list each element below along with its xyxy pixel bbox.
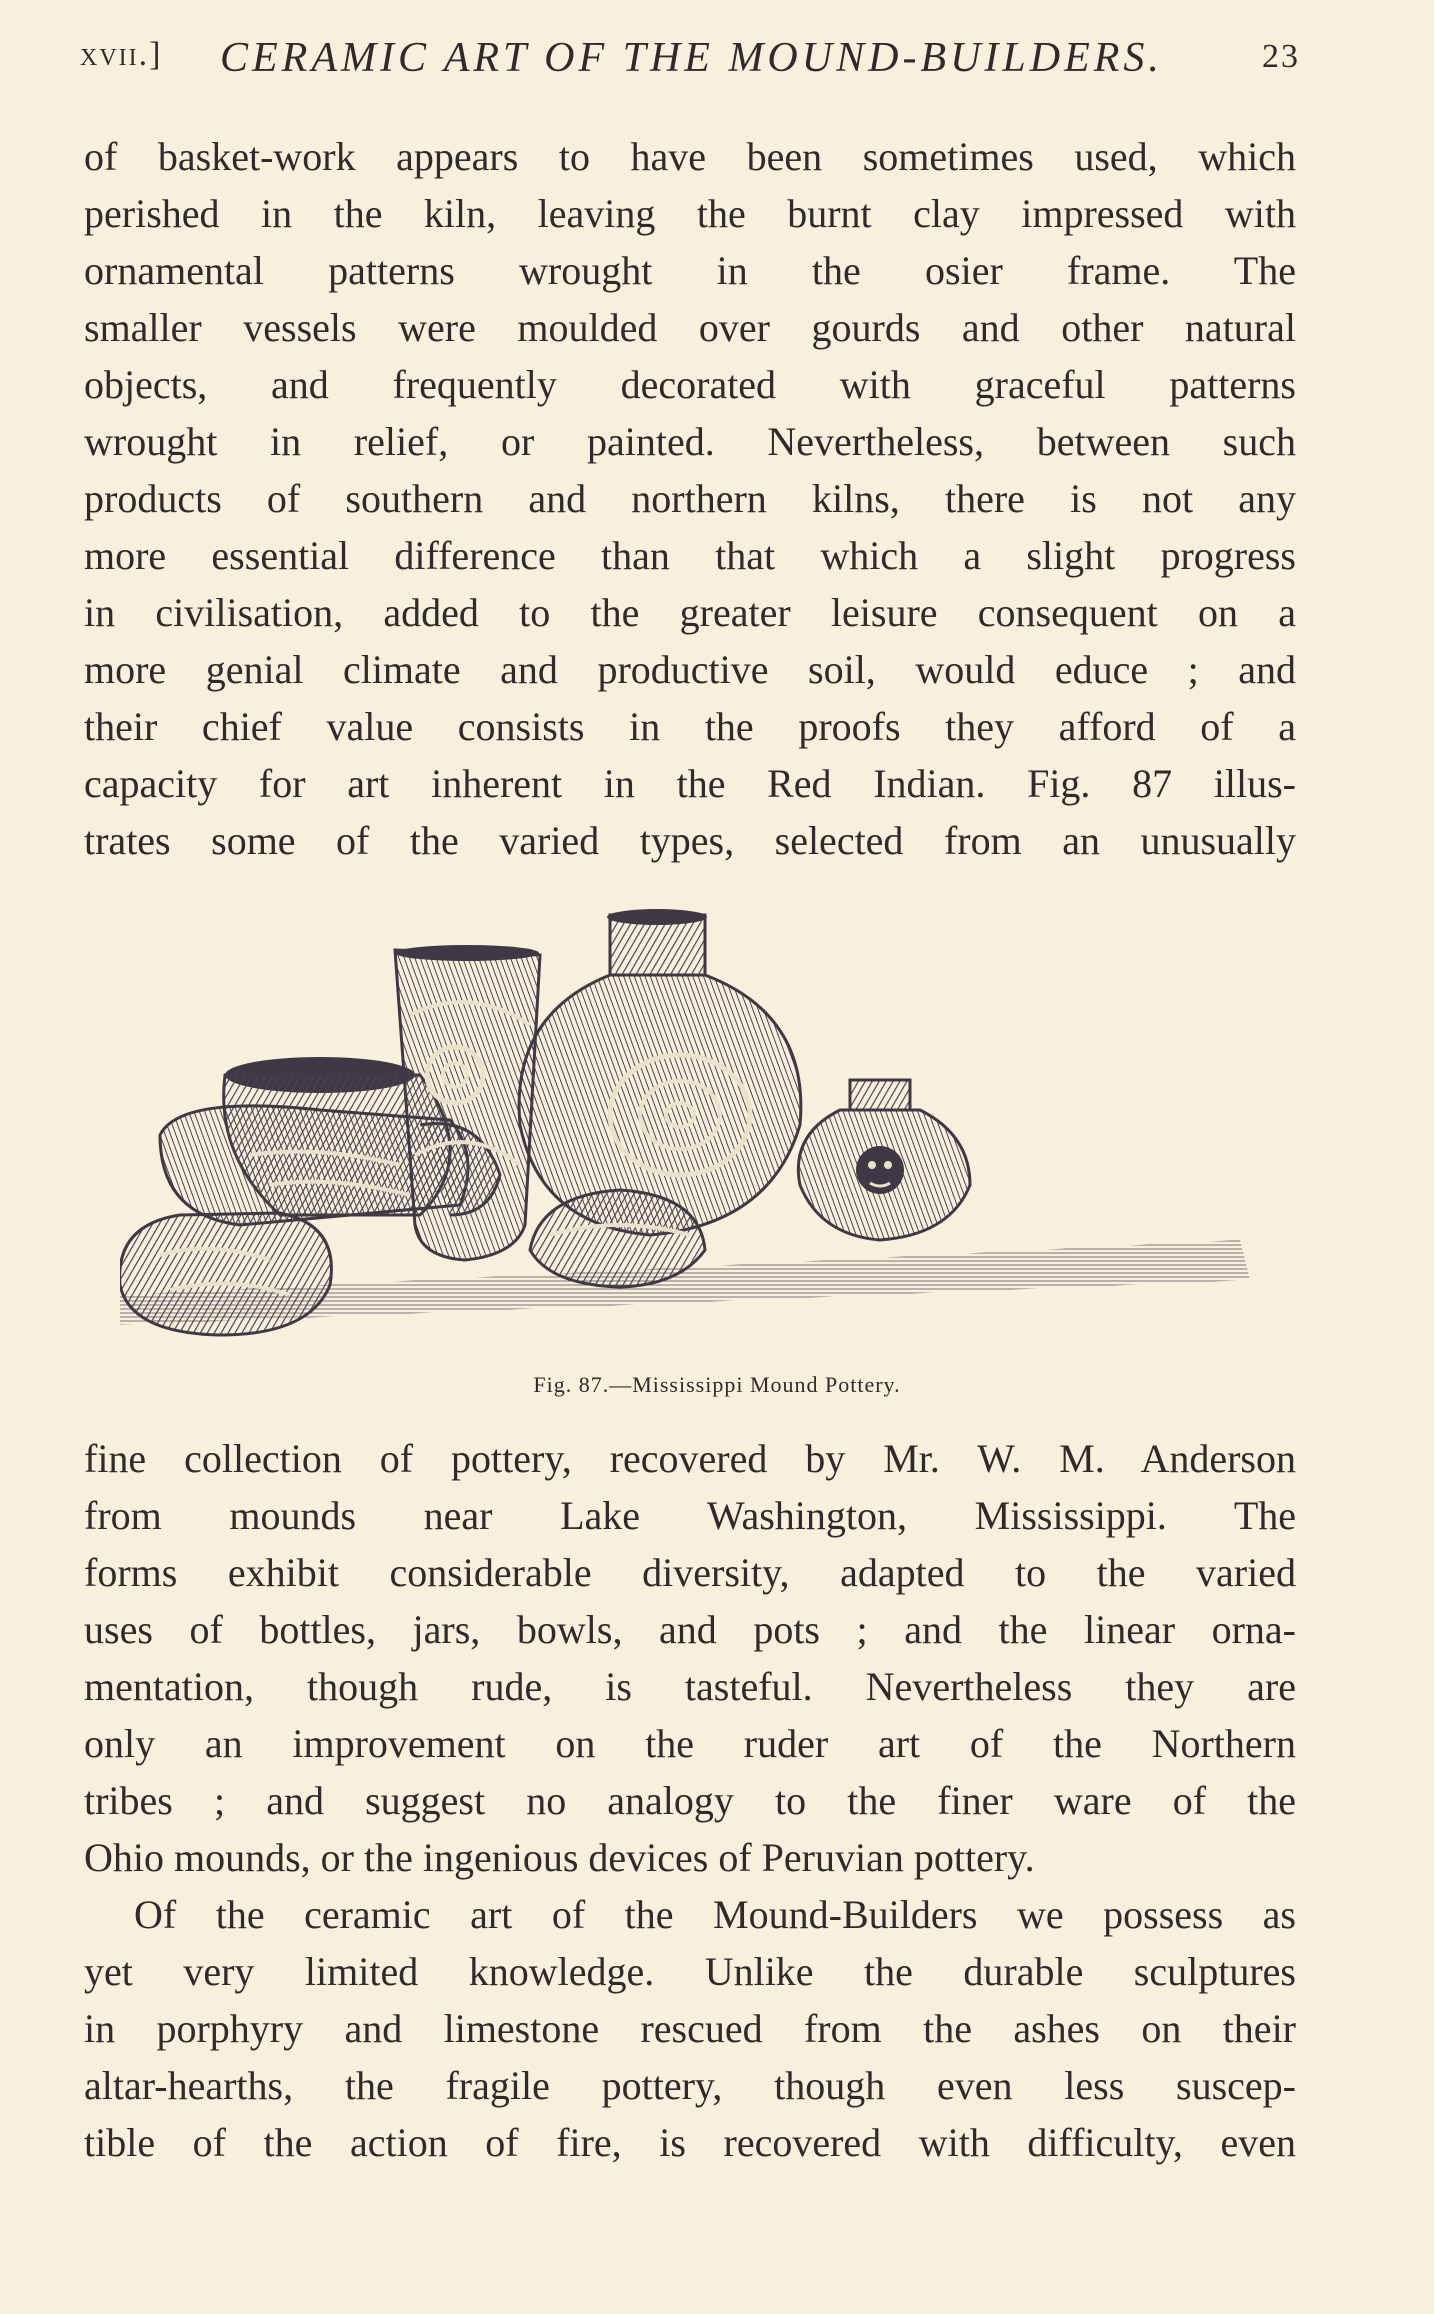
large-bottle-jar <box>519 909 801 1235</box>
effigy-head-pot <box>798 1080 970 1240</box>
text-line: Ohio mounds, or the ingenious devices of Peruvian pottery. <box>84 1835 1035 1880</box>
text-line: trates some of the varied types, selected from an unusually <box>84 818 1296 863</box>
text-line: only an improvement on the ruder art of the Northern <box>84 1721 1296 1766</box>
paragraph-3 <box>84 1886 1296 2171</box>
text-line: of basket-work appears to have been sometimes used, which <box>84 134 1296 179</box>
pottery-engraving <box>120 895 1270 1345</box>
small-pot-left <box>120 1213 331 1335</box>
figure-caption: Fig. 87.—Mississippi Mound Pottery. <box>533 1372 901 1397</box>
text-line: yet very limited knowledge. Unlike the durable sculptures <box>84 1949 1296 1994</box>
text-line: in civilisation, added to the greater leisure consequent on a <box>84 590 1296 635</box>
text-line: smaller vessels were moulded over gourds and other natural <box>84 305 1296 350</box>
running-head <box>80 32 1300 82</box>
text-line: altar-hearths, the fragile pottery, though even less suscep- <box>84 2063 1296 2108</box>
text-line: mentation, though rude, is tasteful. Nevertheless they are <box>84 1664 1296 1709</box>
text-line: from mounds near Lake Washington, Mississippi. The <box>84 1493 1296 1538</box>
text-line: Of the ceramic art of the Mound-Builders we possess as <box>134 1892 1296 1937</box>
text-line: products of southern and northern kilns, there is not any <box>84 476 1296 521</box>
small-front-bowl <box>530 1190 705 1287</box>
text-line: ornamental patterns wrought in the osier frame. The <box>84 248 1296 293</box>
chapter-number: xvii.] <box>80 36 163 73</box>
text-line: forms exhibit considerable diversity, adapted to the varied <box>84 1550 1296 1595</box>
text-line: fine collection of pottery, recovered by Mr. W. M. Anderson <box>84 1436 1296 1481</box>
text-line: their chief value consists in the proofs they afford of a <box>84 704 1296 749</box>
text-line: objects, and frequently decorated with graceful patterns <box>84 362 1296 407</box>
text-line: more genial climate and productive soil, would educe ; and <box>84 647 1296 692</box>
text-line: in porphyry and limestone rescued from the ashes on their <box>84 2006 1296 2051</box>
paragraph-1 <box>84 128 1296 869</box>
pottery-illustration <box>120 895 1270 1345</box>
text-line: more essential difference than that which a slight progress <box>84 533 1296 578</box>
text-line: perished in the kiln, leaving the burnt clay impressed with <box>84 191 1296 236</box>
text-line: capacity for art inherent in the Red Indian. Fig. 87 illus- <box>84 761 1296 806</box>
running-title: CERAMIC ART OF THE MOUND-BUILDERS. <box>220 35 1163 81</box>
text-line: uses of bottles, jars, bowls, and pots ; and the linear orna- <box>84 1607 1296 1652</box>
text-line: wrought in relief, or painted. Nevertheless, between such <box>84 419 1296 464</box>
text-line: tribes ; and suggest no analogy to the finer ware of the <box>84 1778 1296 1823</box>
paragraph-2 <box>84 1430 1296 1886</box>
page-number: 23 <box>1262 38 1300 75</box>
text-line: tible of the action of fire, is recovered with difficulty, even <box>84 2120 1296 2165</box>
